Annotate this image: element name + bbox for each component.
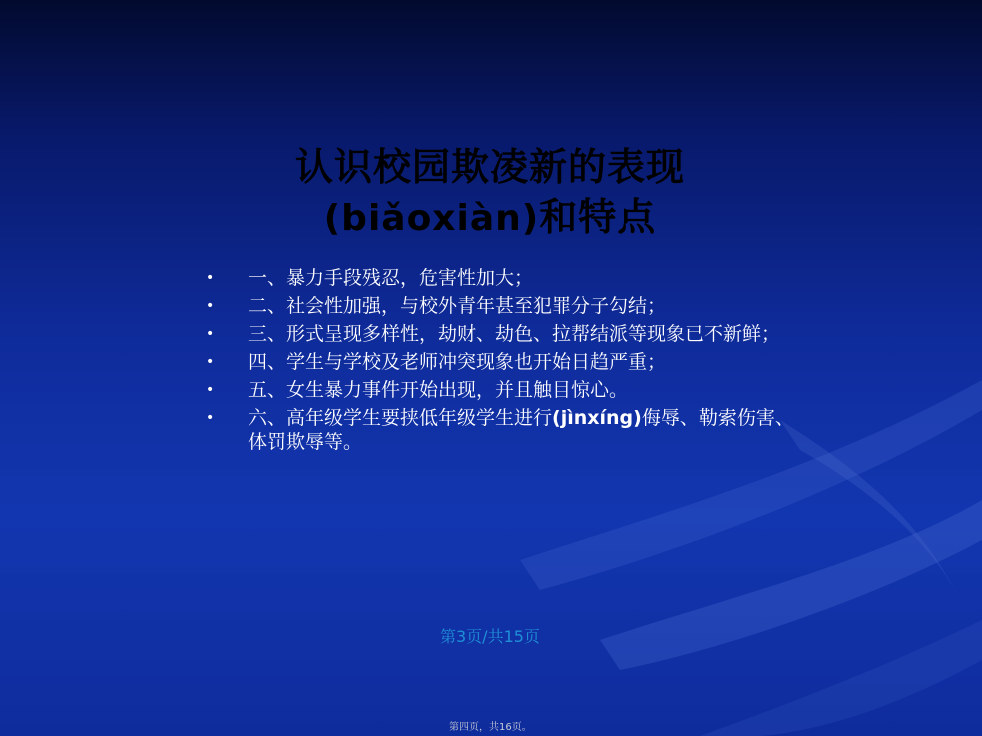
list-item xyxy=(206,406,806,454)
bullet-icon: • xyxy=(206,298,215,314)
bullet-icon: • xyxy=(206,354,215,370)
list-item-pinyin: (jìnxíng) xyxy=(552,407,642,429)
title-suffix: 和特点 xyxy=(539,195,657,239)
list-item-text: 二、社会性加强，与校外青年甚至犯罪分子勾结； xyxy=(248,295,667,317)
list-item xyxy=(206,322,806,346)
title-line-2 xyxy=(240,192,740,244)
bullet-icon: • xyxy=(206,270,215,286)
bullet-icon: • xyxy=(206,382,215,398)
title-line-1: 认识校园欺凌新的表现 xyxy=(294,145,685,189)
list-item-text: 三、形式呈现多样性，劫财、劫色、拉帮结派等现象已不新鲜； xyxy=(248,323,781,345)
list-item xyxy=(206,350,806,374)
list-item-text-before: 六、高年级学生要挟低年级学生进行 xyxy=(248,407,553,429)
footer-page-note: 第四页，共16页。 xyxy=(449,722,532,733)
list-item-text xyxy=(248,407,794,453)
slide-title xyxy=(240,142,740,244)
list-item-text: 五、女生暴力事件开始出现，并且触目惊心。 xyxy=(248,379,629,401)
list-item-text-after: 侮辱、勒索伤害、体罚欺辱等。 xyxy=(248,407,794,453)
list-item xyxy=(206,378,806,402)
page-number-marker: 第3页/共15页 xyxy=(440,627,540,646)
bullet-icon: • xyxy=(206,410,215,426)
list-item xyxy=(206,294,806,318)
title-pinyin: (biǎoxiàn) xyxy=(323,198,540,239)
bullet-list xyxy=(206,266,806,458)
list-item xyxy=(206,266,806,290)
list-item-text: 四、学生与学校及老师冲突现象也开始日趋严重； xyxy=(248,351,667,373)
list-item-text: 一、暴力手段残忍，危害性加大； xyxy=(248,267,534,289)
bullet-icon: • xyxy=(206,326,215,342)
